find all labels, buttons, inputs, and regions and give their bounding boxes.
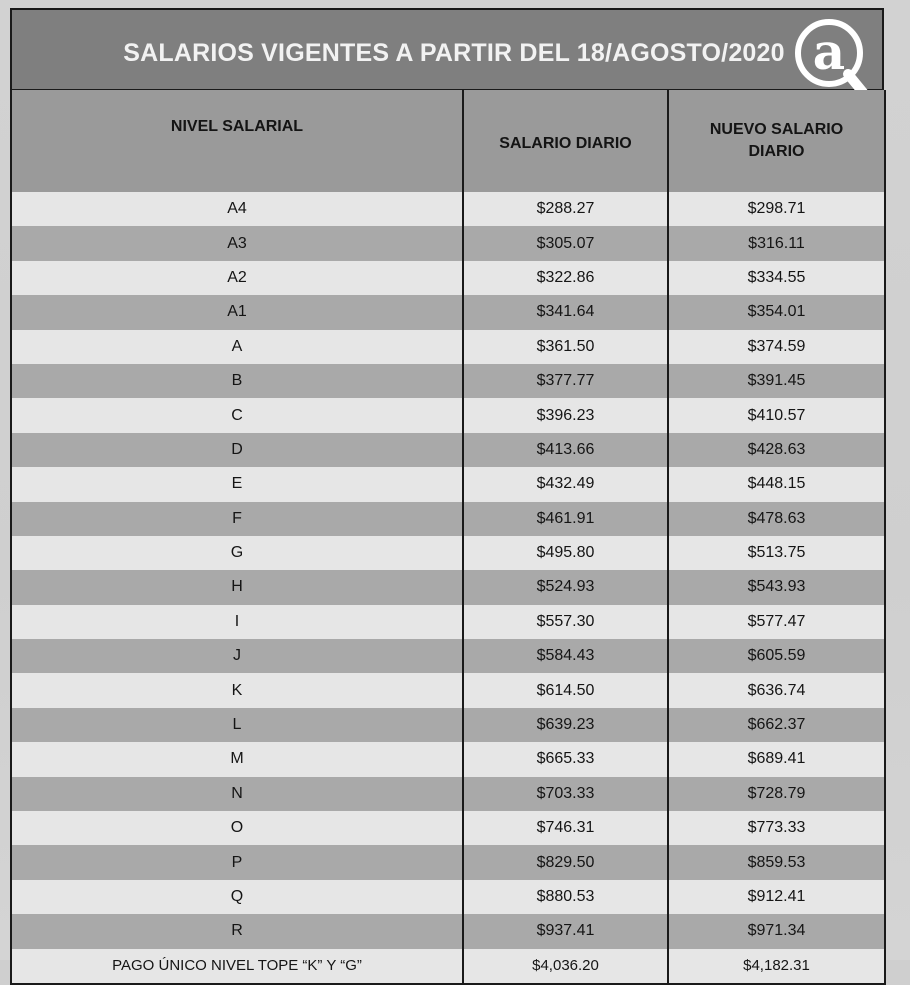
table-row [11,433,885,467]
nivel-cell: C [11,398,463,432]
nuevo-salario-cell: $605.59 [668,639,885,673]
salario-cell: $361.50 [463,330,668,364]
nivel-cell: J [11,639,463,673]
nuevo-salario-cell: $912.41 [668,880,885,914]
salario-cell: $341.64 [463,295,668,329]
salario-cell: $461.91 [463,502,668,536]
nuevo-salario-cell: $773.33 [668,811,885,845]
nuevo-salario-cell: $577.47 [668,605,885,639]
nuevo-salario-cell: $859.53 [668,845,885,879]
salario-cell: $305.07 [463,226,668,260]
nivel-cell: P [11,845,463,879]
nivel-cell: A3 [11,226,463,260]
table-footer-row [11,949,885,984]
footer-salario-cell: $4,036.20 [463,949,668,984]
nuevo-salario-cell: $374.59 [668,330,885,364]
nuevo-salario-cell: $391.45 [668,364,885,398]
nivel-cell: A [11,330,463,364]
salario-cell: $495.80 [463,536,668,570]
nuevo-salario-cell: $298.71 [668,192,885,226]
table-row [11,192,885,226]
salary-document [10,8,884,975]
table-row [11,777,885,811]
nuevo-salario-cell: $662.37 [668,708,885,742]
nivel-cell: M [11,742,463,776]
nuevo-salario-cell: $410.57 [668,398,885,432]
footer-nivel-cell: PAGO ÚNICO NIVEL TOPE “K” Y “G” [11,949,463,984]
table-row [11,226,885,260]
nivel-cell: H [11,570,463,604]
nuevo-salario-cell: $448.15 [668,467,885,501]
salario-cell: $432.49 [463,467,668,501]
logo-glyph: a [812,22,846,81]
nivel-cell: I [11,605,463,639]
nuevo-salario-cell: $478.63 [668,502,885,536]
salario-cell: $665.33 [463,742,668,776]
title-bar [10,8,884,92]
nuevo-salario-cell: $513.75 [668,536,885,570]
table-row [11,742,885,776]
salario-cell: $377.77 [463,364,668,398]
nivel-cell: A4 [11,192,463,226]
nivel-cell: R [11,914,463,948]
table-header-row [11,90,885,192]
salario-cell: $829.50 [463,845,668,879]
table-row [11,708,885,742]
nivel-cell: Q [11,880,463,914]
nuevo-salario-cell: $636.74 [668,673,885,707]
nuevo-salario-cell: $354.01 [668,295,885,329]
nivel-cell: K [11,673,463,707]
table-row [11,295,885,329]
salario-cell: $524.93 [463,570,668,604]
header-nuevo-line1: NUEVO SALARIO [709,121,844,138]
nivel-cell: F [11,502,463,536]
table-row [11,467,885,501]
table-row [11,880,885,914]
nuevo-salario-cell: $728.79 [668,777,885,811]
table-row [11,364,885,398]
table-row [11,811,885,845]
nivel-cell: A1 [11,295,463,329]
table-row [11,570,885,604]
salario-cell: $396.23 [463,398,668,432]
nivel-cell: B [11,364,463,398]
nuevo-salario-cell: $971.34 [668,914,885,948]
nivel-cell: E [11,467,463,501]
nuevo-salario-cell: $316.11 [668,226,885,260]
nivel-cell: G [11,536,463,570]
footer-nuevo-salario-cell: $4,182.31 [668,949,885,984]
nivel-cell: A2 [11,261,463,295]
nuevo-salario-cell: $689.41 [668,742,885,776]
table-row [11,261,885,295]
header-salario-diario: SALARIO DIARIO [463,90,668,192]
salario-cell: $557.30 [463,605,668,639]
table-row [11,914,885,948]
nivel-cell: D [11,433,463,467]
table-row [11,673,885,707]
header-nivel-salarial: NIVEL SALARIAL [11,90,463,192]
salario-cell: $639.23 [463,708,668,742]
table-row [11,330,885,364]
nivel-cell: L [11,708,463,742]
salario-cell: $288.27 [463,192,668,226]
header-nuevo-salario-diario [668,90,885,192]
nuevo-salario-cell: $543.93 [668,570,885,604]
salary-table [10,90,886,985]
salario-cell: $584.43 [463,639,668,673]
nivel-cell: N [11,777,463,811]
salario-cell: $413.66 [463,433,668,467]
salario-cell: $746.31 [463,811,668,845]
nuevo-salario-cell: $334.55 [668,261,885,295]
salario-cell: $880.53 [463,880,668,914]
document-title: SALARIOS VIGENTES A PARTIR DEL 18/AGOSTO/2020 [123,39,785,67]
table-row [11,639,885,673]
table-row [11,536,885,570]
nivel-cell: O [11,811,463,845]
salario-cell: $614.50 [463,673,668,707]
table-row [11,605,885,639]
table-row [11,845,885,879]
salario-cell: $937.41 [463,914,668,948]
salario-cell: $703.33 [463,777,668,811]
table-row [11,502,885,536]
header-nuevo-line2: DIARIO [748,143,805,160]
salario-cell: $322.86 [463,261,668,295]
nuevo-salario-cell: $428.63 [668,433,885,467]
table-row [11,398,885,432]
